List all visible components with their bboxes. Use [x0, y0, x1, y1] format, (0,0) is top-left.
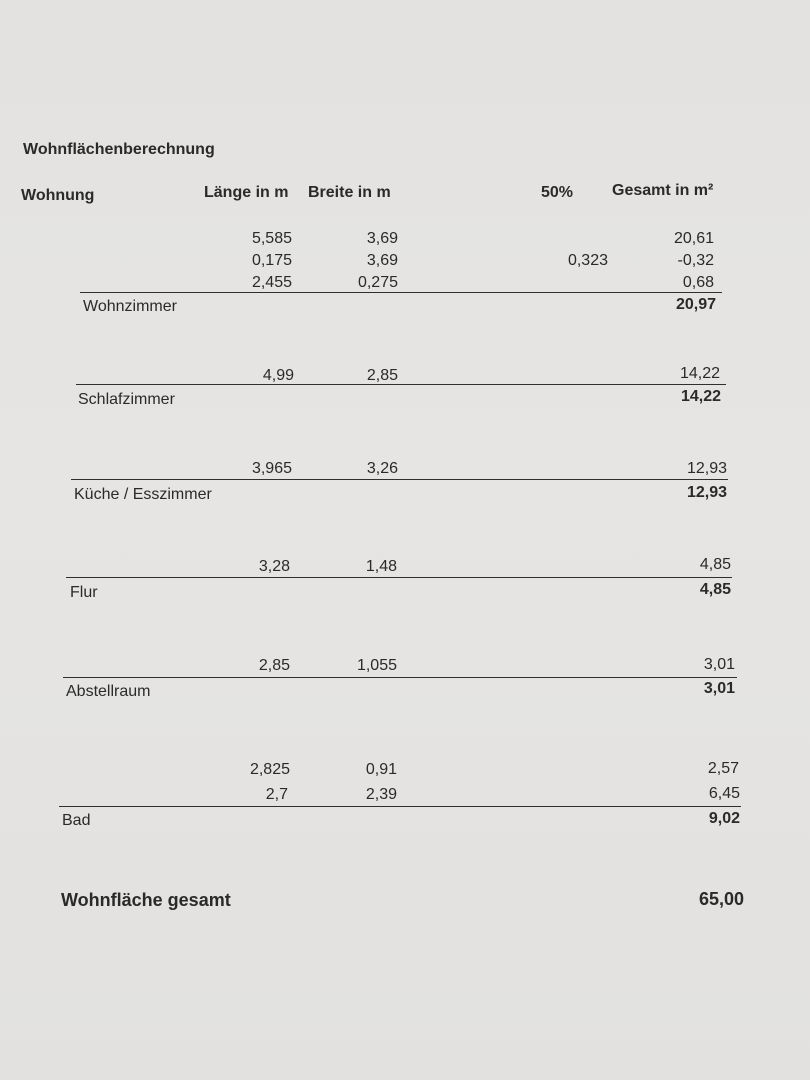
sum-line: [59, 806, 741, 807]
room-name: Flur: [70, 584, 98, 601]
room-name: Küche / Esszimmer: [74, 486, 212, 503]
cell-length: 3,28: [258, 558, 290, 575]
grand-total-label: Wohnfläche gesamt: [61, 890, 231, 910]
sum-line: [71, 479, 728, 480]
cell-width: 2,85: [366, 367, 398, 384]
cell-width: 3,69: [366, 230, 398, 247]
cell-length: 2,85: [258, 657, 290, 674]
cell-length: 0,175: [251, 252, 292, 269]
cell-width: 2,39: [365, 786, 397, 803]
room-name: Schlafzimmer: [78, 391, 175, 408]
cell-total: -0,32: [677, 252, 714, 269]
cell-length: 2,825: [249, 761, 290, 778]
header-total: Gesamt in m²: [612, 182, 714, 199]
document-title: Wohnflächenberechnung: [23, 141, 215, 158]
cell-total: 6,45: [708, 785, 740, 802]
room-name: Wohnzimmer: [83, 298, 177, 315]
header-width: Breite in m: [308, 184, 391, 201]
cell-total: 2,57: [707, 760, 739, 777]
cell-length: 5,585: [251, 230, 292, 247]
cell-total: 20,61: [673, 230, 714, 247]
room-sum: 9,02: [708, 810, 740, 827]
room-sum: 3,01: [703, 680, 735, 697]
header-room: Wohnung: [21, 187, 95, 204]
room-sum: 20,97: [675, 296, 716, 313]
cell-total: 12,93: [686, 460, 727, 477]
sum-line: [76, 384, 726, 385]
sum-line: [80, 292, 722, 293]
cell-width: 1,055: [356, 657, 397, 674]
cell-total: 14,22: [679, 365, 720, 382]
cell-total: 3,01: [703, 656, 735, 673]
sum-line: [63, 677, 737, 678]
cell-width: 0,91: [365, 761, 397, 778]
room-sum: 4,85: [699, 581, 731, 598]
sum-line: [66, 577, 732, 578]
cell-total: 0,68: [682, 274, 714, 291]
cell-length: 2,7: [265, 786, 288, 803]
cell-width: 1,48: [365, 558, 397, 575]
grand-total-value: 65,00: [698, 889, 744, 909]
cell-width: 3,26: [366, 460, 398, 477]
cell-fifty-percent: 0,323: [567, 252, 608, 269]
room-name: Abstellraum: [66, 683, 151, 700]
cell-width: 0,275: [357, 274, 398, 291]
cell-length: 4,99: [262, 367, 294, 384]
room-sum: 14,22: [680, 388, 721, 405]
cell-total: 4,85: [699, 556, 731, 573]
cell-length: 3,965: [251, 460, 292, 477]
cell-width: 3,69: [366, 252, 398, 269]
header-length: Länge in m: [204, 184, 289, 201]
room-name: Bad: [62, 812, 91, 829]
room-sum: 12,93: [686, 484, 727, 501]
header-fifty-percent: 50%: [541, 184, 574, 201]
cell-length: 2,455: [251, 274, 292, 291]
